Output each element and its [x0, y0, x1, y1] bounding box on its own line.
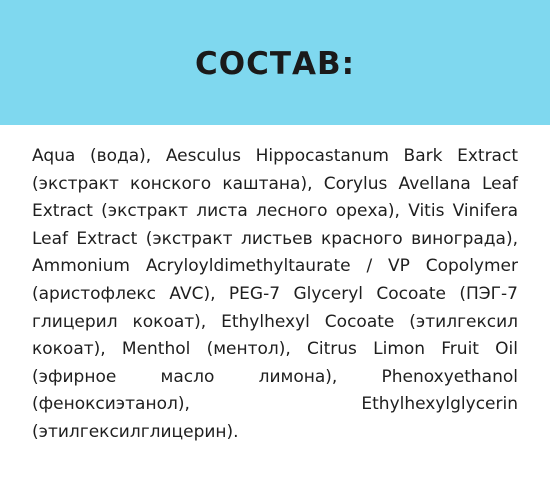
header-banner [0, 0, 550, 125]
page-title: СОСТАВ: [194, 45, 356, 82]
ingredients-text: Aqua (вода), Aesculus Hippocastanum Bark Extract (экстракт конского каштана), Corylus Avellana Leaf Extract (экстракт листа лесного ореха), Vitis Vinifera Leaf Extract (экстракт листьев красного винограда), Ammonium Acryloyldimethyltaurate / VP Copolymer (аристофлекс AVC), PEG-7 Glyceryl Cocoate (ПЭГ-7 глицерил кокоат), Ethylhexyl Cocoate (этилгексил кокоат), Menthol (ментол), Citrus Limon Fruit Oil (эфирное масло лимона), Phenoxyethanol (феноксиэтанол), Ethylhexylglycerin (этилгексилглицерин). [32, 146, 518, 442]
ingredients-section [0, 125, 550, 447]
